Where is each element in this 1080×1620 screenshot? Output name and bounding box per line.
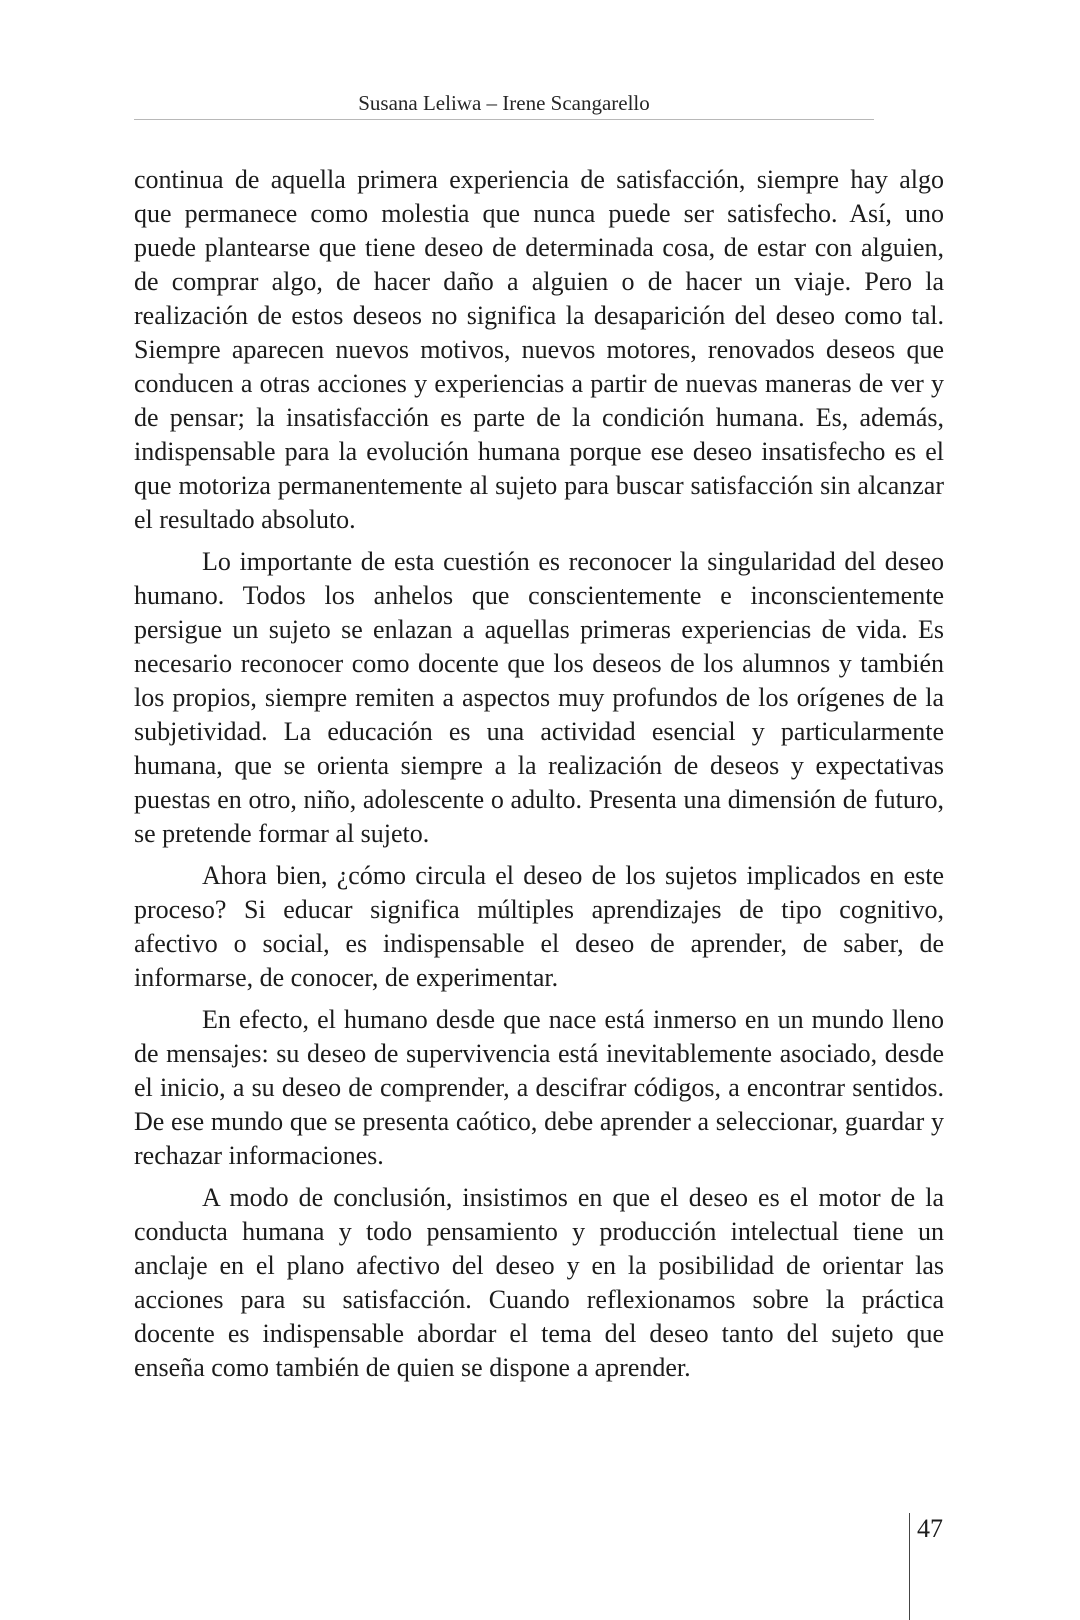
body-text [134, 163, 944, 1385]
page-number: 47 [917, 1514, 943, 1543]
paragraph: Ahora bien, ¿cómo circula el deseo de los sujetos implicados en este proceso? Si educar significa múltiples aprendizajes de tipo cognitivo, afectivo o social, es indispensable el deseo de aprender, de saber, de informarse, de conocer, de experimentar. [134, 861, 944, 992]
running-header: Susana Leliwa – Irene Scangarello [134, 86, 874, 120]
page-number-rule [909, 1513, 910, 1620]
paragraph-continued: continua de aquella primera experiencia de satisfacción, siempre hay algo que permanece como molestia que nunca puede ser satisfecho. Así, uno puede plantearse que tiene deseo de determinada cosa, de estar con alguien, de comprar algo, de hacer daño a alguien o de hacer un viaje. Pero la realización de estos deseos no significa la desaparición del deseo como tal. Siempre aparecen nuevos motivos, nuevos motores, renovados deseos que conducen a otras acciones y experiencias a partir de nuevas maneras de ver y de pensar; la insatisfacción es parte de la condición humana. Es, además, indispensable para la evolución humana porque ese deseo insatisfecho es el que motoriza permanentemente al sujeto para buscar satisfacción sin alcanzar el resultado absoluto. [134, 165, 944, 534]
paragraph: En efecto, el humano desde que nace está inmerso en un mundo lleno de mensajes: su deseo de supervivencia está inevitablemente asociado, desde el inicio, a su deseo de comprender, a descifrar códigos, a encontrar sentidos. De ese mundo que se presenta caótico, debe aprender a seleccionar, guardar y rechazar informaciones. [134, 1005, 944, 1170]
paragraph: A modo de conclusión, insistimos en que el deseo es el motor de la conducta humana y todo pensamiento y producción intelectual tiene un anclaje en el plano afectivo del deseo y en la posibilidad de orientar las acciones para su satisfacción. Cuando reflexionamos sobre la práctica docente es indispensable abordar el tema del deseo tanto del sujeto que enseña como también de quien se dispone a aprender. [134, 1183, 944, 1382]
paragraph: Lo importante de esta cuestión es reconocer la singularidad del deseo humano. Todos los anhelos que conscientemente e inconscientemente persigue un sujeto se enlazan a aquellas primeras experiencias de vida. Es necesario reconocer como docente que los deseos de los alumnos y también los propios, siempre remiten a aspectos muy profundos de los orígenes de la subjetividad. La educación es una actividad esencial y particularmente humana, que se orienta siempre a la realización de deseos y expectativas puestas en otro, niño, adolescente o adulto. Presenta una dimensión de futuro, se pretende formar al sujeto. [134, 547, 944, 848]
